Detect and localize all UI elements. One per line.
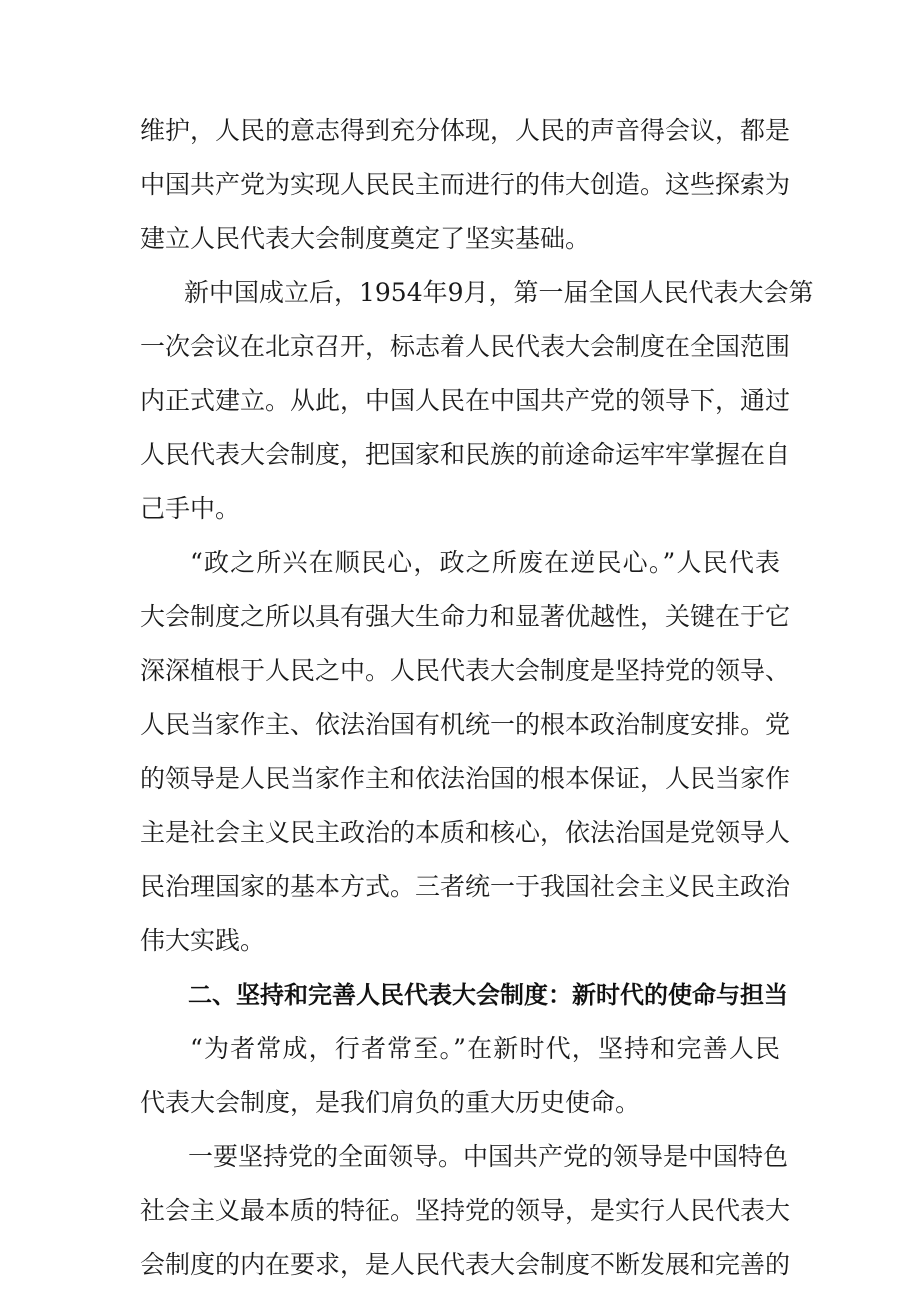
text-line: 民治理国家的基本方式。三者统一于我国社会主义民主政治 [140,872,791,901]
text-line: 会制度的内在要求，是人民代表大会制度不断发展和完善的 [140,1250,791,1279]
text-line: 内正式建立。从此，中国人民在中国共产党的领导下，通过 [140,386,791,415]
text-line: 维护，人民的意志得到充分体现，人民的声音得会议，都是 [140,116,791,145]
text-line: “政之所兴在顺民心，政之所废在逆民心。”人民代表 [190,548,780,577]
document-body [140,104,814,1292]
text-line: “为者常成，行者常至。”在新时代，坚持和完善人民 [190,1034,780,1063]
paragraph [140,1022,780,1130]
text-line: 一要坚持党的全面领导。中国共产党的领导是中国特色 [188,1142,789,1171]
text-line: 中国共产党为实现人民民主而进行的伟大创造。这些探索为 [140,170,791,199]
text-line: 一次会议在北京召开，标志着人民代表大会制度在全国范围 [140,332,791,361]
paragraph [140,104,791,266]
paragraph [140,536,791,968]
text-line: 的领导是人民当家作主和依法治国的根本保证，人民当家作 [140,764,791,793]
text-line: 人民代表大会制度，把国家和民族的前途命运牢牢掌握在自 [140,440,791,469]
text-line: 己手中。 [140,494,241,523]
paragraph [140,1130,791,1292]
text-line: 新中国成立后，1954年9月，第一届全国人民代表大会第 [184,278,814,307]
paragraph [140,266,814,536]
text-line: 人民当家作主、依法治国有机统一的根本政治制度安排。党 [140,710,791,739]
text-line: 代表大会制度，是我们肩负的重大历史使命。 [140,1088,641,1117]
text-line: 深深植根于人民之中。人民代表大会制度是坚持党的领导、 [140,656,791,685]
text-line: 伟大实践。 [140,926,266,955]
text-line: 建立人民代表大会制度奠定了坚实基础。 [140,224,591,253]
text-line: 社会主义最本质的特征。坚持党的领导，是实行人民代表大 [140,1196,791,1225]
text-line: 大会制度之所以具有强大生命力和显著优越性，关键在于它 [140,602,791,631]
section-heading: 二、坚持和完善人民代表大会制度：新时代的使命与担当 [188,981,788,1009]
text-line: 主是社会主义民主政治的本质和核心，依法治国是党领导人 [140,818,791,847]
